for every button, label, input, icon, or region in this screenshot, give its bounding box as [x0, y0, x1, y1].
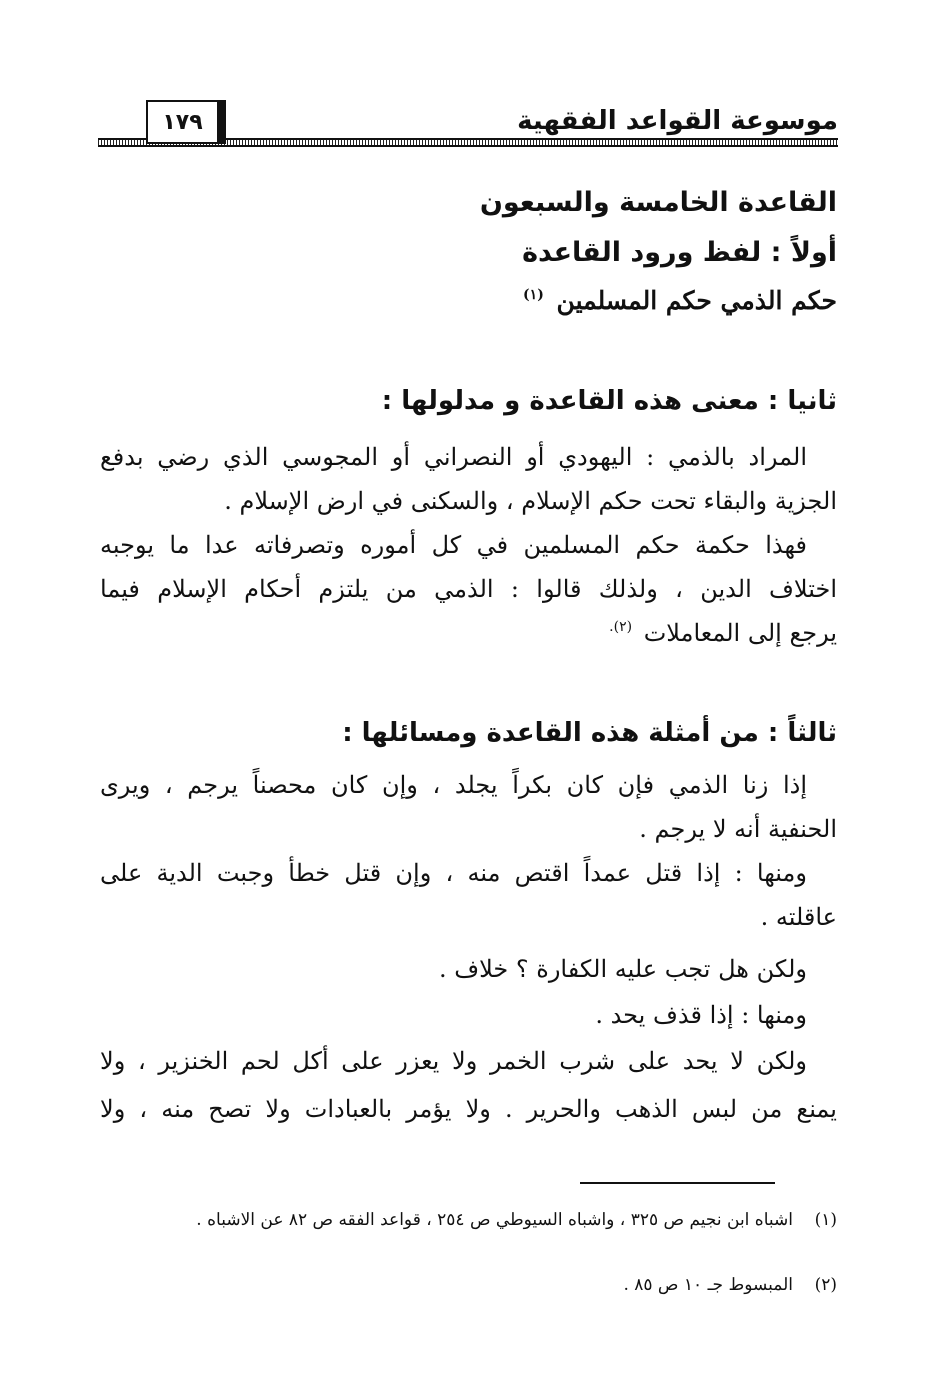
- running-title: موسوعة القواعد الفقهية: [517, 106, 838, 136]
- footnote-text: اشباه ابن نجيم ص ٣٢٥ ، واشباه السيوطي ص ٢٥٤ ، قواعد الفقه ص ٨٢ عن الاشباه .: [196, 1210, 793, 1230]
- footnote-2: [100, 1270, 837, 1300]
- footnote-text: المبسوط جـ ١٠ ص ٨٥ .: [623, 1275, 793, 1295]
- paragraph-line: ومنها : إذا قتل عمداً اقتص منه ، وإن قتل خطأ وجبت الدية على: [100, 859, 807, 887]
- page-number: ١٧٩: [146, 100, 226, 144]
- paragraph-line: إذا زنا الذمي فإن كان بكراً يجلد ، وإن كان محصناً يرجم ، ويرى: [100, 771, 807, 799]
- footnote-ref-2: (٢).: [609, 619, 633, 635]
- footnote-ref-1: (١): [523, 287, 544, 303]
- rule-text: حكم الذمي حكم المسلمين: [556, 286, 837, 315]
- paragraph-text: يرجع إلى المعاملات: [643, 619, 837, 647]
- paragraph-line: ولكن هل تجب عليه الكفارة ؟ خلاف .: [438, 955, 807, 983]
- paragraph-line: المراد بالذمي : اليهودي أو النصراني أو المجوسي الذي رضي بدفع: [100, 443, 807, 471]
- paragraph-line: فهذا حكمة حكم المسلمين في كل أموره وتصرفاته عدا ما يوجبه: [100, 531, 807, 559]
- footnote-separator: [580, 1182, 775, 1184]
- footnote-number: (١): [814, 1210, 837, 1230]
- paragraph-line: الجزية والبقاء تحت حكم الإسلام ، والسكنى في ارض الإسلام .: [224, 487, 837, 515]
- paragraph-line: اختلاف الدين ، ولذلك قالوا : الذمي من يلتزم أحكام الإسلام فيما: [100, 575, 837, 603]
- section-meaning-title: ثانيا : معنى هذه القاعدة و مدلولها :: [381, 386, 837, 416]
- paragraph-line: عاقلته .: [760, 903, 837, 931]
- first-label: أولاً : لفظ ورود القاعدة: [522, 237, 837, 268]
- paragraph-line: الحنفية أنه لا يرجم .: [639, 815, 837, 843]
- page-header: [98, 100, 838, 155]
- paragraph-line: ولكن لا يحد على شرب الخمر ولا يعزر على أكل لحم الخنزير ، ولا: [100, 1047, 807, 1075]
- section-examples-title: ثالثاً : من أمثلة هذه القاعدة ومسائلها :: [342, 718, 837, 748]
- rule-statement: [523, 280, 837, 326]
- paragraph-line: ومنها : إذا قذف يحد .: [595, 1001, 807, 1029]
- footnote-number: (٢): [814, 1275, 837, 1295]
- footnote-1: [100, 1205, 837, 1235]
- paragraph-line-with-ref: [609, 612, 837, 658]
- rule-title: القاعدة الخامسة والسبعون: [479, 187, 837, 218]
- paragraph-line: يمنع من لبس الذهب والحرير . ولا يؤمر بالعبادات ولا تصح منه ، ولا: [100, 1095, 837, 1123]
